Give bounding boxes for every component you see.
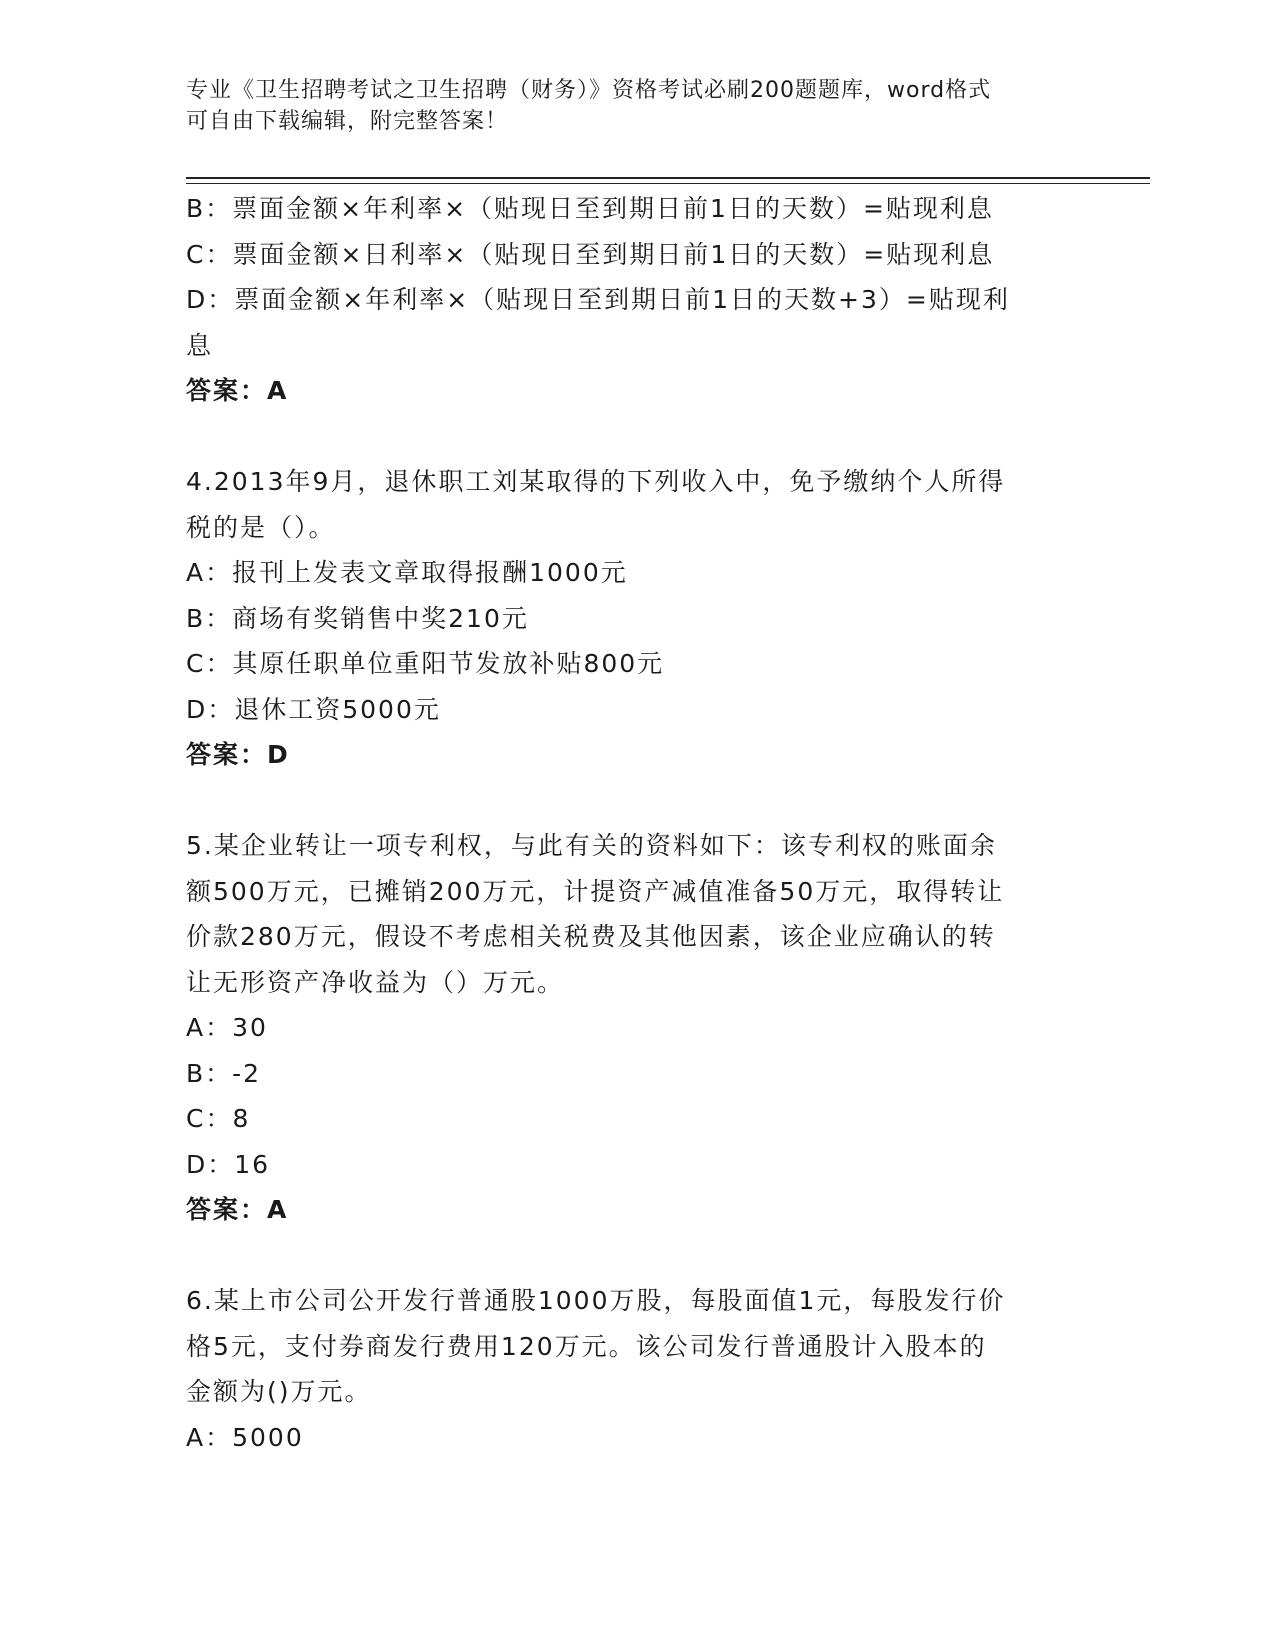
q3-option-d-line-2: 息	[186, 330, 214, 360]
q5-option-a: A：30	[186, 1013, 268, 1042]
q4-stem-line-1: 4.2013年9月，退休职工刘某取得的下列收入中，免予缴纳个人所得	[186, 467, 1006, 496]
spacer	[186, 778, 1066, 824]
question-5	[186, 823, 1066, 1233]
q5-stem-line-4: 让无形资产净收益为（）万元。	[186, 967, 565, 997]
q4-answer: 答案：D	[186, 740, 290, 769]
header-rule-thick	[186, 177, 1150, 179]
q5-option-b: B：-2	[186, 1058, 262, 1088]
header-rule-thin	[186, 183, 1150, 184]
q3-answer: 答案：A	[186, 376, 289, 405]
q3-option-c: C：票面金额×日利率×（贴现日至到期日前1日的天数）=贴现利息	[186, 239, 995, 269]
q6-stem-line-1: 6.某上市公司公开发行普通股1000万股，每股面值1元，每股发行价	[186, 1286, 1006, 1315]
question-3-tail	[186, 186, 1066, 414]
q5-stem-line-3: 价款280万元，假设不考虑相关税费及其他因素，该企业应确认的转	[186, 922, 996, 951]
q4-option-a: A：报刊上发表文章取得报酬1000元	[186, 558, 628, 587]
q5-option-c: C：8	[186, 1104, 251, 1133]
q3-option-b: B：票面金额×年利率×（贴现日至到期日前1日的天数）=贴现利息	[186, 194, 994, 223]
header-title-line-1: 专业《卫生招聘考试之卫生招聘（财务）》资格考试必刷200题题库，word格式	[186, 78, 992, 103]
q6-stem-line-2: 格5元，支付券商发行费用120万元。该公司发行普通股计入股本的	[186, 1331, 987, 1361]
q4-option-d: D：退休工资5000元	[186, 694, 441, 724]
q4-option-b: B：商场有奖销售中奖210元	[186, 603, 529, 633]
header-title-line-2: 可自由下载编辑，附完整答案！	[186, 109, 509, 134]
question-4	[186, 459, 1066, 778]
document-header	[186, 75, 1066, 137]
q5-stem-line-1: 5.某企业转让一项专利权，与此有关的资料如下：该专利权的账面余	[186, 831, 997, 860]
q5-option-d: D：16	[186, 1149, 271, 1179]
q5-stem-line-2: 额500万元，已摊销200万元，计提资产减值准备50万元，取得转让	[186, 876, 1005, 906]
q3-option-d-line-1: D：票面金额×年利率×（贴现日至到期日前1日的天数+3）=贴现利	[186, 285, 1010, 314]
q6-stem-line-3: 金额为()万元。	[186, 1377, 372, 1406]
spacer	[186, 1233, 1066, 1279]
q4-option-c: C：其原任职单位重阳节发放补贴800元	[186, 649, 665, 678]
question-6	[186, 1278, 1066, 1460]
document-body	[186, 186, 1066, 1460]
q6-option-a: A：5000	[186, 1422, 304, 1452]
q5-answer: 答案：A	[186, 1195, 289, 1224]
spacer	[186, 414, 1066, 460]
q4-stem-line-2: 税的是（）。	[186, 512, 336, 542]
